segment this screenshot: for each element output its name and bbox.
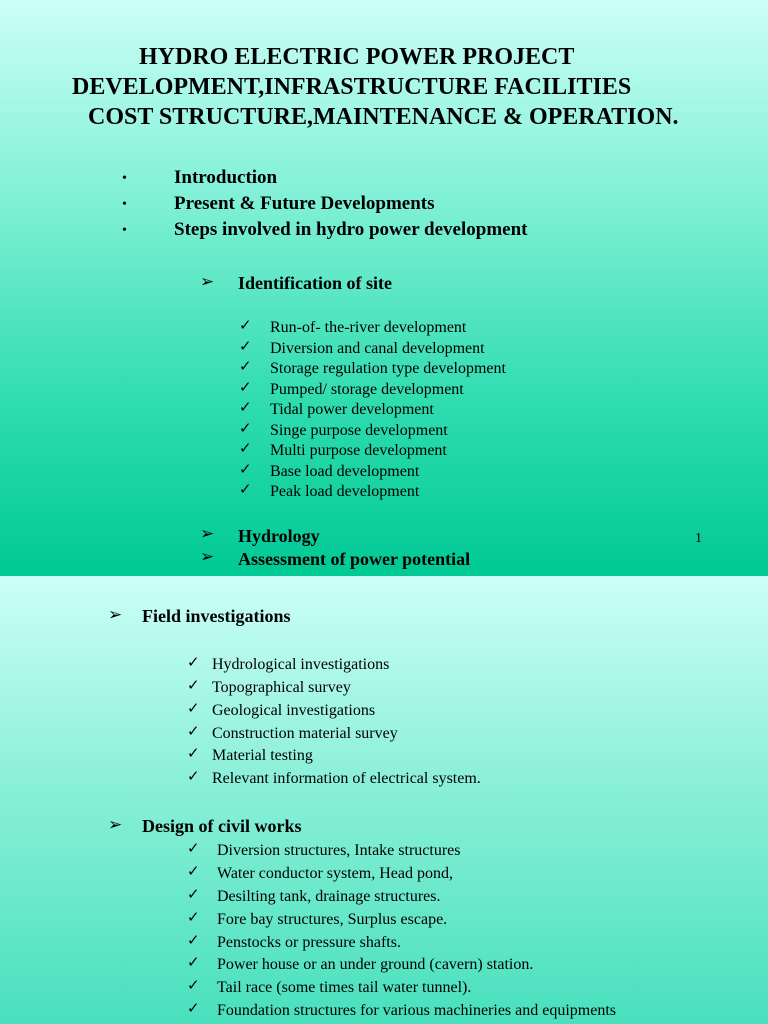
- check-icon: ✓: [239, 339, 252, 355]
- site-item: Peak load development: [270, 483, 420, 500]
- check-icon: ✓: [187, 955, 200, 971]
- check-icon: ✓: [239, 380, 252, 396]
- field-item: Geological investigations: [212, 702, 376, 719]
- check-icon: ✓: [187, 864, 200, 880]
- section-design-of-civil-works: Design of civil works: [142, 816, 302, 836]
- field-item: Topographical survey: [212, 679, 351, 696]
- title-line-3: COST STRUCTURE,MAINTENANCE & OPERATION.: [88, 104, 679, 130]
- check-icon: ✓: [187, 769, 200, 785]
- field-item: Construction material survey: [212, 725, 398, 742]
- field-item: Material testing: [212, 747, 313, 764]
- check-icon: ✓: [187, 701, 200, 717]
- arrow-icon: ➢: [200, 524, 215, 543]
- check-icon: ✓: [239, 421, 252, 437]
- check-icon: ✓: [187, 841, 200, 857]
- check-icon: ✓: [239, 441, 252, 457]
- site-item: Base load development: [270, 463, 420, 480]
- bullet-icon: •: [122, 223, 127, 238]
- bullet-icon: •: [122, 171, 127, 186]
- design-item: Penstocks or pressure shafts.: [217, 934, 401, 951]
- title-line-2: DEVELOPMENT,INFRASTRUCTURE FACILITIES: [72, 74, 632, 100]
- check-icon: ✓: [187, 678, 200, 694]
- site-item: Multi purpose development: [270, 442, 447, 459]
- field-item: Hydrological investigations: [212, 656, 390, 673]
- design-item: Water conductor system, Head pond,: [217, 865, 453, 882]
- bullet-item-steps: Steps involved in hydro power development: [174, 219, 528, 240]
- slide-2: [0, 576, 768, 1024]
- arrow-icon: ➢: [108, 815, 123, 834]
- bullet-item-introduction: Introduction: [174, 167, 278, 188]
- check-icon: ✓: [239, 318, 252, 334]
- check-icon: ✓: [239, 400, 252, 416]
- title-line-1: HYDRO ELECTRIC POWER PROJECT: [139, 44, 575, 70]
- site-item: Diversion and canal development: [270, 340, 485, 357]
- check-icon: ✓: [187, 655, 200, 671]
- section-hydrology: Hydrology: [238, 526, 320, 546]
- bullet-item-developments: Present & Future Developments: [174, 193, 435, 214]
- arrow-icon: ➢: [200, 272, 215, 291]
- bullet-icon: •: [122, 197, 127, 212]
- section-assessment-of-power-potential: Assessment of power potential: [238, 549, 471, 569]
- site-item: Singe purpose development: [270, 422, 448, 439]
- arrow-icon: ➢: [108, 605, 123, 624]
- check-icon: ✓: [239, 462, 252, 478]
- arrow-icon: ➢: [200, 547, 215, 566]
- site-item: Run-of- the-river development: [270, 319, 467, 336]
- design-item: Tail race (some times tail water tunnel).: [217, 979, 472, 996]
- section-identification-of-site: Identification of site: [238, 273, 392, 293]
- design-item: Desilting tank, drainage structures.: [217, 888, 441, 905]
- site-item: Pumped/ storage development: [270, 381, 464, 398]
- check-icon: ✓: [187, 887, 200, 903]
- check-icon: ✓: [187, 724, 200, 740]
- section-field-investigations: Field investigations: [142, 606, 291, 626]
- field-item: Relevant information of electrical system.: [212, 770, 481, 787]
- page-number: 1: [695, 531, 702, 546]
- design-item: Foundation structures for various machineries and equipments: [217, 1002, 617, 1019]
- check-icon: ✓: [187, 910, 200, 926]
- check-icon: ✓: [239, 359, 252, 375]
- design-item: Fore bay structures, Surplus escape.: [217, 911, 448, 928]
- check-icon: ✓: [187, 978, 200, 994]
- check-icon: ✓: [187, 933, 200, 949]
- check-icon: ✓: [187, 746, 200, 762]
- site-item: Tidal power development: [270, 401, 434, 418]
- design-item: Power house or an under ground (cavern) station.: [217, 956, 534, 973]
- design-item: Diversion structures, Intake structures: [217, 842, 461, 859]
- site-item: Storage regulation type development: [270, 360, 506, 377]
- check-icon: ✓: [239, 482, 252, 498]
- check-icon: ✓: [187, 1001, 200, 1017]
